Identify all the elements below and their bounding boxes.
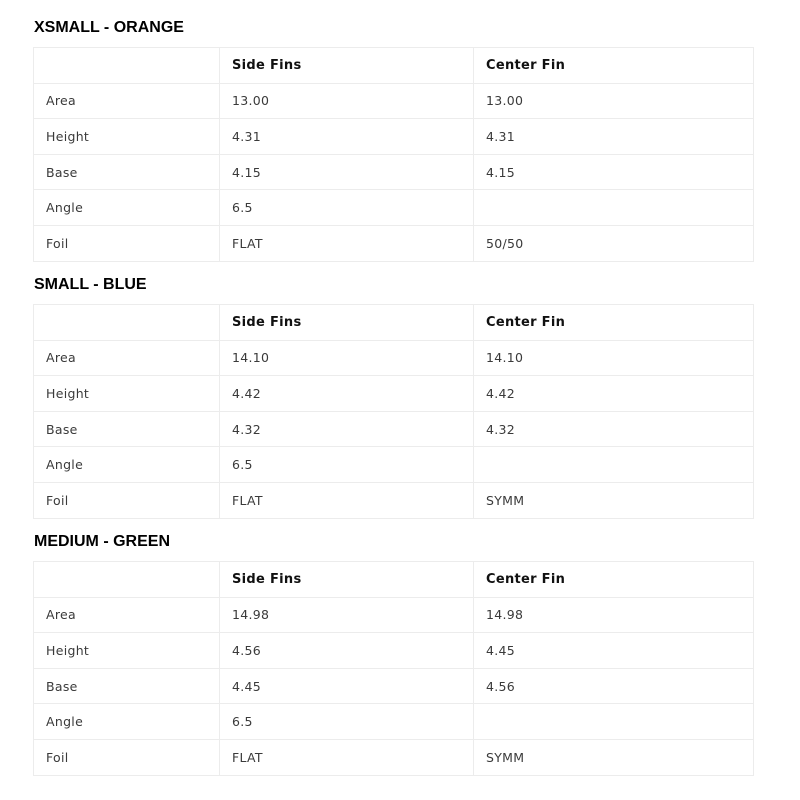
spec-table: [33, 47, 754, 262]
column-header: Center Fin: [474, 562, 754, 598]
row-label: Area: [34, 340, 220, 376]
cell-value: 4.56: [220, 633, 474, 669]
spec-table: [33, 561, 754, 776]
cell-value: [474, 447, 754, 483]
cell-value: 4.32: [220, 411, 474, 447]
row-label: Height: [34, 633, 220, 669]
row-label: Angle: [34, 447, 220, 483]
table-row: [34, 83, 754, 119]
cell-value: SYMM: [474, 482, 754, 518]
cell-value: 14.98: [474, 597, 754, 633]
section-title: MEDIUM - GREEN: [34, 533, 170, 550]
table-row: [34, 633, 754, 669]
cell-value: 14.10: [220, 340, 474, 376]
table-row: [34, 225, 754, 261]
row-label: Height: [34, 119, 220, 155]
cell-value: 4.42: [220, 376, 474, 412]
cell-value: 4.15: [220, 154, 474, 190]
cell-value: FLAT: [220, 739, 474, 775]
spec-table: [33, 304, 754, 519]
cell-value: 6.5: [220, 190, 474, 226]
header-row: [34, 305, 754, 341]
column-header: Side Fins: [220, 48, 474, 84]
column-header: Center Fin: [474, 305, 754, 341]
cell-value: 14.10: [474, 340, 754, 376]
cell-value: 6.5: [220, 447, 474, 483]
section-title: XSMALL - ORANGE: [34, 19, 184, 36]
header-row: [34, 48, 754, 84]
table-row: [34, 119, 754, 155]
cell-value: 13.00: [474, 83, 754, 119]
row-label: Base: [34, 154, 220, 190]
row-label: Area: [34, 83, 220, 119]
table-row: [34, 739, 754, 775]
table-row: [34, 447, 754, 483]
cell-value: 4.31: [220, 119, 474, 155]
table-row: [34, 376, 754, 412]
table-row: [34, 154, 754, 190]
column-header: Center Fin: [474, 48, 754, 84]
table-row: [34, 411, 754, 447]
cell-value: FLAT: [220, 225, 474, 261]
size-section: [33, 14, 753, 262]
table-row: [34, 482, 754, 518]
cell-value: 4.31: [474, 119, 754, 155]
table-row: [34, 190, 754, 226]
table-row: [34, 704, 754, 740]
cell-value: 13.00: [220, 83, 474, 119]
cell-value: 4.45: [220, 668, 474, 704]
cell-value: [474, 704, 754, 740]
row-label: Height: [34, 376, 220, 412]
size-section: [33, 528, 753, 776]
table-row: [34, 668, 754, 704]
cell-value: 4.56: [474, 668, 754, 704]
row-label: Angle: [34, 704, 220, 740]
row-label: Foil: [34, 225, 220, 261]
cell-value: 4.45: [474, 633, 754, 669]
column-header: [34, 305, 220, 341]
row-label: Foil: [34, 739, 220, 775]
row-label: Base: [34, 668, 220, 704]
column-header: [34, 562, 220, 598]
column-header: [34, 48, 220, 84]
cell-value: 50/50: [474, 225, 754, 261]
row-label: Angle: [34, 190, 220, 226]
table-row: [34, 597, 754, 633]
column-header: Side Fins: [220, 305, 474, 341]
column-header: Side Fins: [220, 562, 474, 598]
row-label: Foil: [34, 482, 220, 518]
cell-value: 6.5: [220, 704, 474, 740]
cell-value: [474, 190, 754, 226]
table-row: [34, 340, 754, 376]
cell-value: 4.15: [474, 154, 754, 190]
row-label: Area: [34, 597, 220, 633]
cell-value: FLAT: [220, 482, 474, 518]
section-title: SMALL - BLUE: [34, 276, 147, 293]
cell-value: 4.42: [474, 376, 754, 412]
size-section: [33, 271, 753, 519]
header-row: [34, 562, 754, 598]
cell-value: 14.98: [220, 597, 474, 633]
row-label: Base: [34, 411, 220, 447]
cell-value: SYMM: [474, 739, 754, 775]
cell-value: 4.32: [474, 411, 754, 447]
